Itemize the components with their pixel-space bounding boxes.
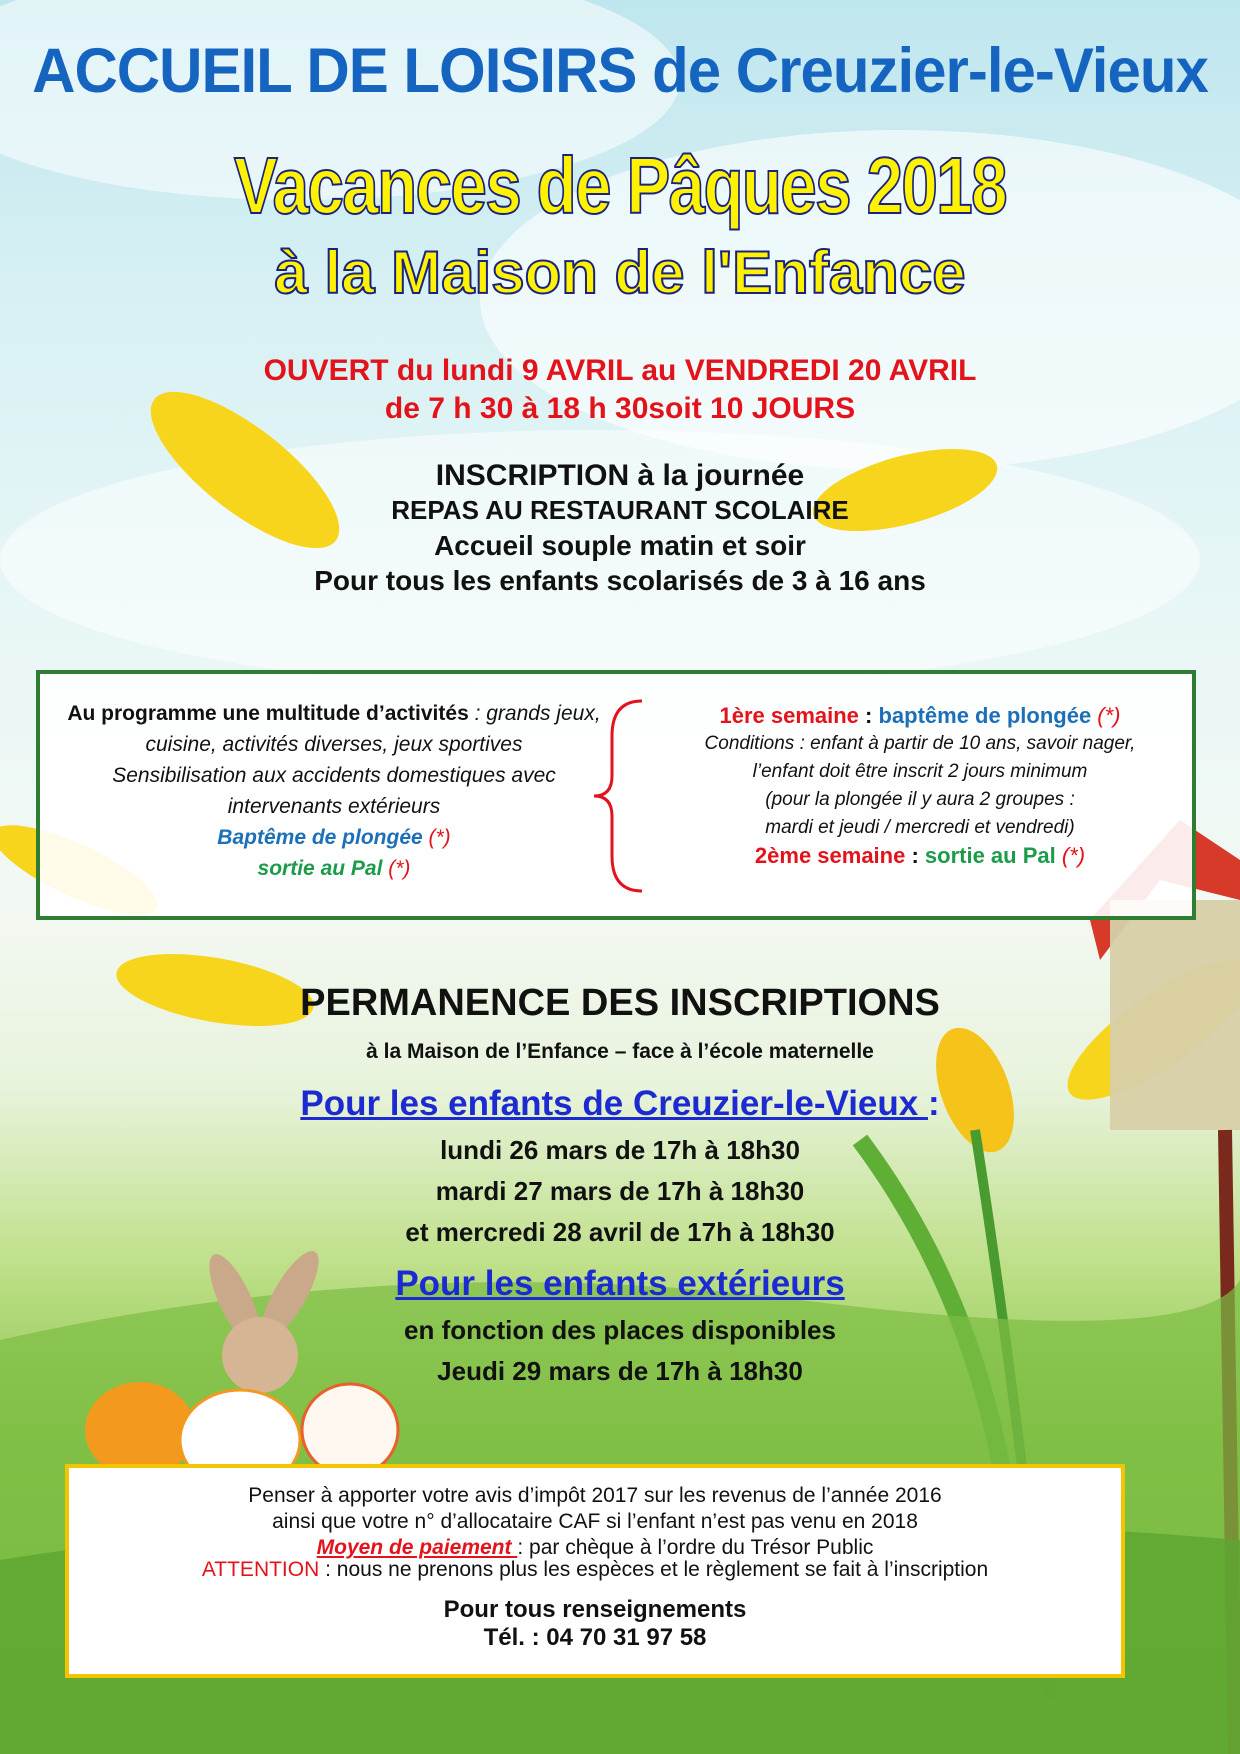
week2-line [660,842,1180,870]
program-intro-rest: : grands jeux, cuisine, activités diverses, jeux sportives [145,702,601,756]
separator: : [858,703,879,728]
week1-label: 1ère semaine [719,703,859,728]
program-left [54,698,614,884]
accueil-line: Accueil souple matin et soir [434,530,806,561]
attention-label: ATTENTION [201,1558,320,1581]
slot-item: et mercredi 28 avril de 17h à 18h30 [405,1217,835,1247]
tel-line: Tél. : 04 70 31 97 58 [483,1624,707,1651]
info-block [0,458,1240,598]
payment-rest: : par chèque à l’ordre du Trésor Public [517,1536,874,1559]
ext-line-1: en fonction des places disponibles [404,1315,836,1345]
program-pal: sortie au Pal [257,857,389,880]
week2-label: 2ème semaine [754,843,906,868]
repas-line: REPAS AU RESTAURANT SCOLAIRE [391,495,849,525]
separator: : [905,843,925,868]
permanence-subtitle: à la Maison de l’Enfance – face à l’école maternelle [366,1040,874,1063]
page-title: ACCUEIL DE LOISIRS de Creuzier-le-Vieux [32,35,1208,106]
program-box [36,670,1196,920]
program-right [660,702,1180,870]
enfants-line: Pour tous les enfants scolarisés de 3 à 16 ans [314,565,926,596]
program-sensibilisation: Sensibilisation aux accidents domestiques avec intervenants extérieurs [112,764,556,818]
page-location: à la Maison de l'Enfance [274,239,966,306]
ext-slots [0,1310,1240,1392]
condition-line: l’enfant doit être inscrit 2 jours minimum [752,761,1088,782]
inscription-rest: à la journée [629,459,805,492]
ext-heading: Pour les enfants extérieurs [395,1264,845,1303]
page-subtitle: Vacances de Pâques 2018 [234,141,1006,230]
week1-activity: baptême de plongée [878,703,1098,728]
contact-line: Pour tous renseignements [443,1596,747,1623]
local-heading-line [0,1084,1240,1124]
local-heading: Pour les enfants de Creuzier-le-Vieux [300,1084,928,1123]
curly-brace [592,696,652,896]
notice-box [65,1464,1125,1678]
condition-line: mardi et jeudi / mercredi et vendredi) [765,817,1075,838]
week2-activity: sortie au Pal [924,843,1062,868]
program-intro-bold: Au programme une multitude d’activités [67,702,469,725]
condition-line: Conditions : enfant à partir de 10 ans, savoir nager, [704,733,1136,754]
opening-block [0,352,1240,428]
ext-heading-line [0,1264,1240,1304]
inscription-line [0,458,1240,493]
asterisk: (*) [1097,703,1121,728]
payment-label: Moyen de paiement [316,1536,518,1559]
condition-line: (pour la plongée il y aura 2 groupes : [765,789,1075,810]
asterisk: (*) [1061,843,1086,868]
local-heading-colon: : [927,1084,940,1123]
asterisk: (*) [388,857,411,880]
week1-line [660,702,1180,730]
opening-line-1: OUVERT du lundi 9 AVRIL au VENDREDI 20 AVRIL [263,354,977,387]
local-slots [0,1130,1240,1253]
program-plongee: Baptême de plongée [217,826,429,849]
notice-payment [69,1536,1121,1560]
notice-line-1: Penser à apporter votre avis d’impôt 2017 sur les revenus de l’année 2016 [248,1484,942,1507]
opening-line-2: de 7 h 30 à 18 h 30soit 10 JOURS [384,392,856,425]
attention-rest: : nous ne prenons plus les espèces et le règlement se fait à l’inscription [319,1558,989,1581]
ext-line-2: Jeudi 29 mars de 17h à 18h30 [437,1356,803,1386]
slot-item: lundi 26 mars de 17h à 18h30 [440,1135,800,1165]
inscription-bold: INSCRIPTION [435,459,630,492]
notice-line-2: ainsi que votre n° d’allocataire CAF si l’enfant n’est pas venu en 2018 [272,1510,918,1533]
egg-white [302,1384,398,1476]
notice-attention [69,1558,1121,1582]
asterisk: (*) [428,826,451,849]
permanence-title: PERMANENCE DES INSCRIPTIONS [300,982,940,1024]
slot-item: mardi 27 mars de 17h à 18h30 [435,1176,805,1206]
